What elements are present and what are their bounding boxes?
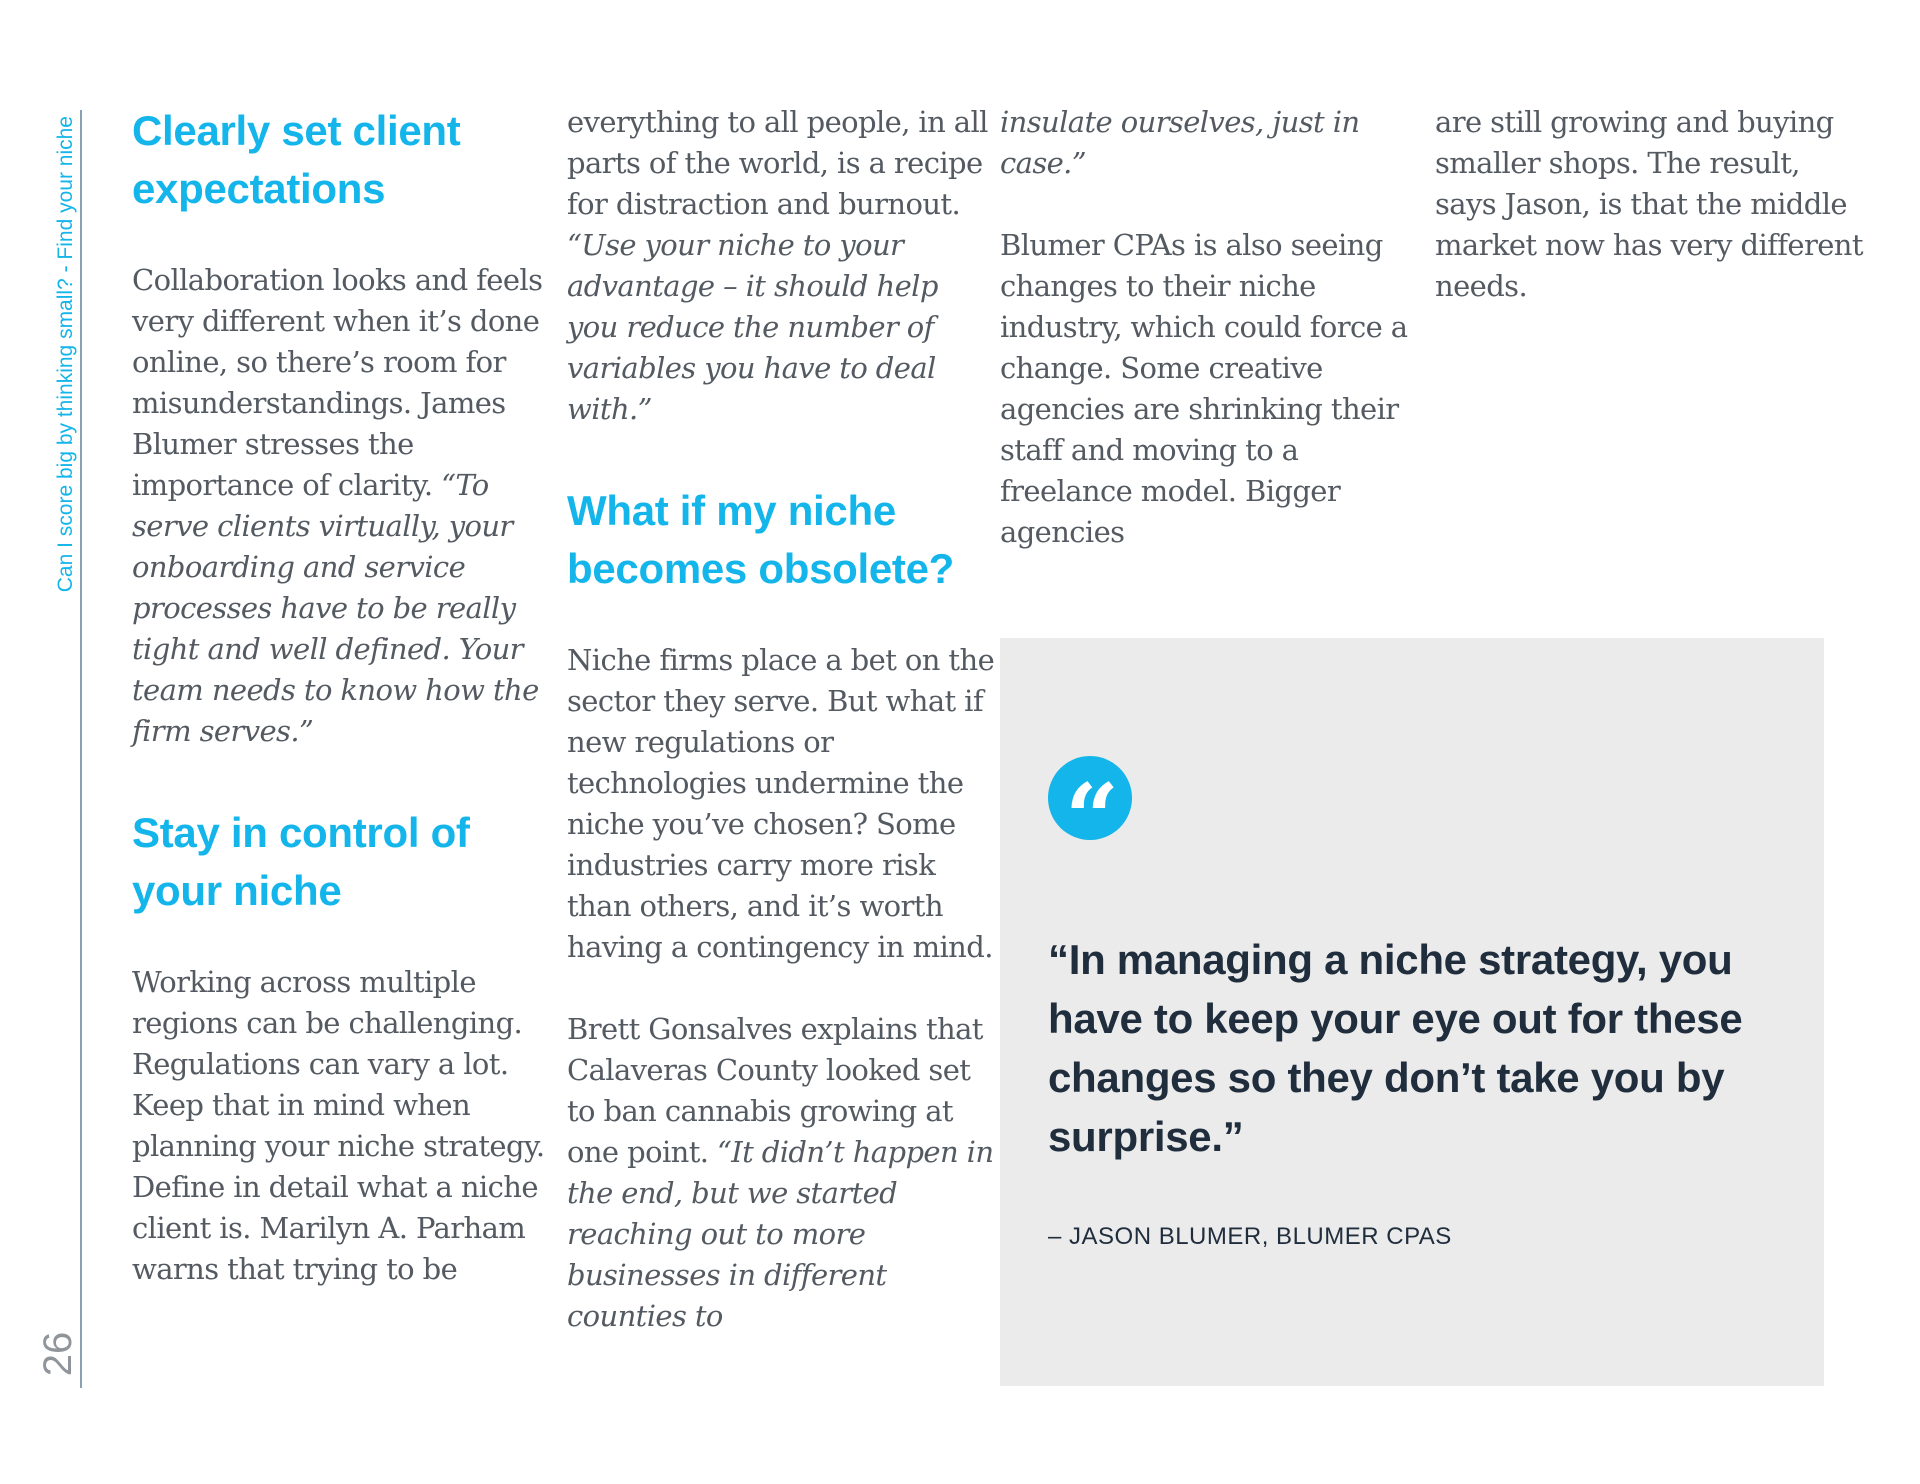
body-text: Collaboration looks and feels very different when it’s done online, so there’s room for misunderstandings. James Blumer stresses the importance of clarity. bbox=[132, 263, 543, 502]
paragraph bbox=[567, 640, 997, 968]
page-number-text: 26 bbox=[35, 1331, 80, 1377]
paragraph bbox=[1000, 102, 1430, 184]
pull-quote-attribution: – JASON BLUMER, BLUMER CPAS bbox=[1048, 1223, 1452, 1250]
column-2 bbox=[567, 102, 997, 1378]
body-text: everything to all people, in all parts of the world, is a recipe for distraction and burnout. bbox=[567, 105, 988, 221]
pull-quote-text: “In managing a niche strategy, you have to keep your eye out for these changes so they don’t take you by surprise.” bbox=[1048, 936, 1743, 1160]
paragraph bbox=[567, 1009, 997, 1337]
pull-quote-box bbox=[1000, 638, 1824, 1386]
side-rule bbox=[80, 110, 82, 1388]
heading-niche-obsolete: What if my niche becomes obsolete? bbox=[567, 487, 955, 592]
quote-mark-glyph: “ bbox=[1064, 764, 1116, 874]
italic-quote-text: “Use your niche to your advantage – it should help you reduce the number of variables you have to deal with.” bbox=[567, 228, 938, 426]
column-1 bbox=[132, 102, 562, 1331]
italic-quote-text: “It didn’t happen in the end, but we started reaching out to more businesses in different counties to bbox=[567, 1135, 994, 1333]
heading-stay-in-control: Stay in control of your niche bbox=[132, 809, 470, 914]
italic-quote-text: “To serve clients virtually, your onboarding and service processes have to be really tight and well defined. Your team needs to know how the firm serves.” bbox=[132, 468, 539, 748]
paragraph bbox=[567, 102, 997, 430]
paragraph bbox=[132, 260, 562, 752]
running-title-text: Can I score big by thinking small? - Find your niche bbox=[54, 116, 77, 593]
paragraph bbox=[132, 962, 562, 1290]
column-3 bbox=[1000, 102, 1430, 594]
running-title bbox=[42, 116, 90, 651]
italic-quote-text: insulate ourselves, just in case.” bbox=[1000, 105, 1360, 180]
quote-mark-icon bbox=[1048, 756, 1132, 874]
body-text: Working across multiple regions can be challenging. Regulations can vary a lot. Keep that in mind when planning your niche strategy. Define in detail what a niche client is. Marilyn A. Parham warns that trying to be bbox=[132, 965, 545, 1286]
body-text: Blumer CPAs is also seeing changes to their niche industry, which could force a change. Some creative agencies are shrinking their staff and moving to a freelance model. Bigger agencies bbox=[1000, 228, 1408, 549]
body-text: Niche firms place a bet on the sector they serve. But what if new regulations or technologies undermine the niche you’ve chosen? Some industries carry more risk than others, and it’s worth having a contingency in mind. bbox=[567, 643, 995, 964]
heading-clearly-set-client-expectations: Clearly set client expectations bbox=[132, 107, 461, 212]
body-text: are still growing and buying smaller shops. The result, says Jason, is that the middle market now has very different needs. bbox=[1435, 105, 1863, 303]
column-4 bbox=[1435, 102, 1865, 348]
paragraph bbox=[1000, 225, 1430, 553]
page-number bbox=[34, 1318, 82, 1390]
body-text: Brett Gonsalves explains that Calaveras County looked set to ban cannabis growing at one point. bbox=[567, 1012, 983, 1169]
paragraph bbox=[1435, 102, 1865, 307]
